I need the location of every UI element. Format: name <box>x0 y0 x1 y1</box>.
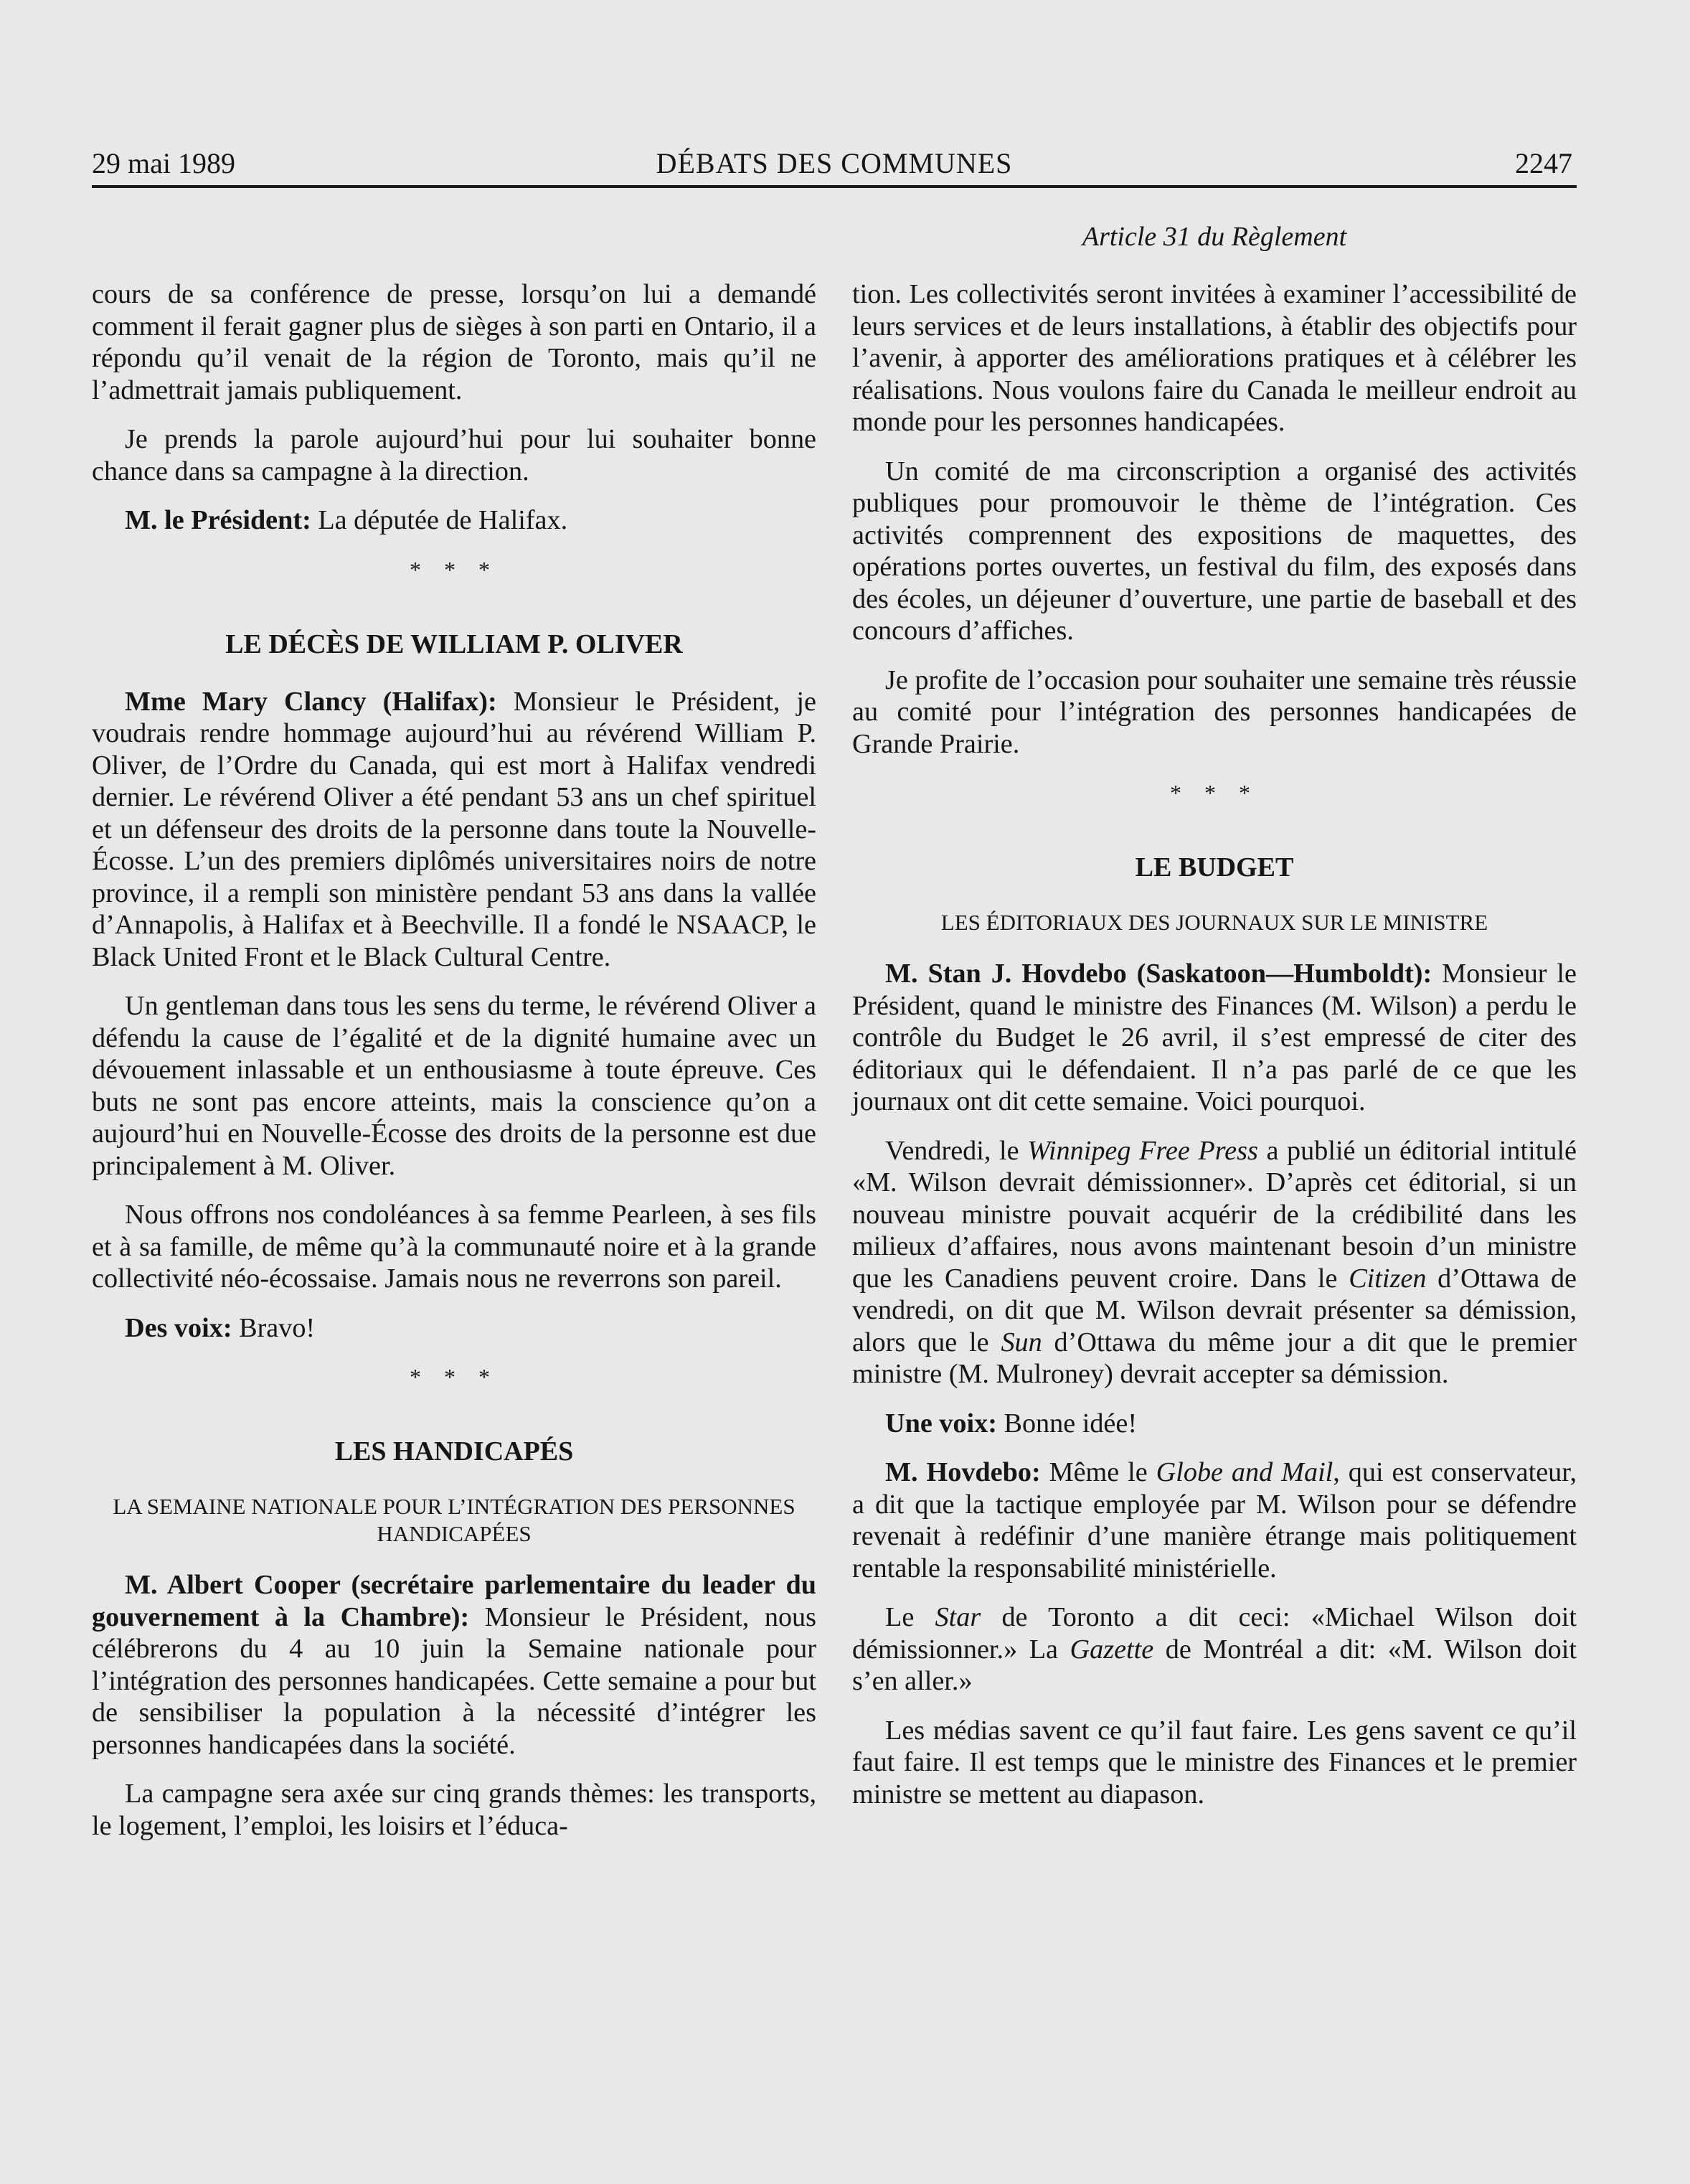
rule-caption: Article 31 du Règlement <box>1082 222 1347 252</box>
paragraph <box>92 1569 816 1761</box>
paragraph: Je prends la parole aujourd’hui pour lui souhaiter bonne chance dans sa campagne à la direction. <box>92 424 816 486</box>
section-subheading: LES ÉDITORIAUX DES JOURNAUX SUR LE MINISTRE <box>940 910 1488 935</box>
speech-text: Le <box>885 1602 935 1632</box>
paragraph: Un comité de ma circonscription a organisé des activités publiques pour promouvoir le thème de l’intégration. Ces activités comprennent des expositions de maquettes, des opérations portes ouvertes, un festival du film, des exposés dans des écoles, un déjeuner d’ouverture, une partie de baseball et des concours d’affiches. <box>852 456 1577 646</box>
paragraph: La campagne sera axée sur cinq grands thèmes: les transports, le logement, l’emploi, les loisirs et l’éduca- <box>92 1779 816 1841</box>
paragraph: tion. Les collectivités seront invitées à examiner l’accessibilité de leurs services et de leurs installations, à établir des objectifs pour l’avenir, à apporter des améliorations pratiques et à célébrer les réalisations. Nous voulons faire du Canada le meilleur endroit au monde pour les personnes handicapées. <box>852 279 1577 437</box>
speech-text: d’Ottawa de vendredi, on dit que M. Wilson devrait présenter sa démission, alors que le <box>852 1263 1577 1357</box>
speech-text: Même le <box>1040 1457 1156 1487</box>
newspaper-name: Star <box>935 1602 981 1632</box>
speech-text: d’Ottawa du même jour a dit que le premier ministre (M. Mulroney) devrait accepter sa démission. <box>852 1327 1577 1389</box>
newspaper-name: Gazette <box>1070 1634 1154 1665</box>
section-separator: * * * <box>410 556 499 583</box>
newspaper-name: Citizen <box>1349 1263 1427 1294</box>
speech-text: , qui est conservateur, a dit que la tactique employée par M. Wilson pour se défendre revenait à redéfinir d’une manière étrange mais politiquement rentable la responsabilité ministérielle. <box>852 1457 1577 1583</box>
speech-text: de Montréal a dit: «M. Wilson doit s’en aller.» <box>852 1634 1577 1696</box>
speech-text: de Toronto a dit ceci: «Michael Wilson doit démissionner.» La <box>852 1602 1577 1665</box>
paragraph <box>852 958 1577 1118</box>
section-subheading: LA SEMAINE NATIONALE POUR L’INTÉGRATION DES PERSONNES HANDICAPÉES <box>113 1494 796 1546</box>
speech-text: Monsieur le Président, nous célébrerons du 4 au 10 juin la Semaine nationale pour l’intégration des personnes handicapées. Cette semaine a pour but de sensibiliser la population à la nécessité d’intégrer les personnes handicapées dans la société. <box>92 1601 816 1760</box>
newspaper-name: Globe and Mail <box>1156 1457 1333 1487</box>
paragraph <box>92 504 816 537</box>
speech-text: Monsieur le Président, je voudrais rendre hommage aujourd’hui au révérend William P. Oliver, de l’Ordre du Canada, qui est mort à Halifax vendredi dernier. Le révérend Oliver a été pendant 53 ans un chef spirituel et un défenseur des droits de la personne dans toute la Nouvelle-Écosse. L’un des premiers diplômés universitaires noirs de notre province, il a rempli son ministère pendant 53 ans dans la vallée d’Annapolis, à Halifax et à Beechville. Il a fondé le NSAACP, le Black United Front et le Black Cultural Centre. <box>92 686 816 972</box>
page-number: 2247 <box>1515 147 1572 179</box>
right-column <box>852 278 1577 1827</box>
left-column <box>92 278 816 1859</box>
header-date: 29 mai 1989 <box>92 147 235 179</box>
paragraph <box>852 1456 1577 1584</box>
speech-text: La députée de Halifax. <box>311 505 568 535</box>
speaker-name: M. Hovdebo: <box>885 1457 1041 1487</box>
speech-text: Monsieur le Président, quand le ministre des Finances (M. Wilson) a perdu le contrôle du Budget le 26 avril, il s’est empressé de citer des éditoriaux qui le défendaient. Il n’a pas parlé de ce que les journaux ont dit cette semaine. Voici pourquoi. <box>852 959 1577 1116</box>
section-heading: LE BUDGET <box>1135 852 1294 882</box>
newspaper-name: Sun <box>1001 1327 1042 1357</box>
paragraph <box>852 1408 1577 1440</box>
paragraph: Je profite de l’occasion pour souhaiter une semaine très réussie au comité pour l’intégration des personnes handicapées de Grande Prairie. <box>852 664 1577 759</box>
speech-text: Bravo! <box>232 1312 316 1343</box>
paragraph: Un gentleman dans tous les sens du terme, le révérend Oliver a défendu la cause de l’égalité et de la dignité humaine avec un dévouement inlassable et un enthousiasme à toute épreuve. Ces buts ne sont pas encore atteints, mais la conscience qu’on a aujourd’hui en Nouvelle-Écosse des droits de la personne est due principalement à M. Oliver. <box>92 991 816 1181</box>
paragraph: Les médias savent ce qu’il faut faire. Les gens savent ce qu’il faut faire. Il est temps que le ministre des Finances et le premier ministre se mettent au diapason. <box>852 1715 1577 1809</box>
paragraph: Nous offrons nos condoléances à sa femme Pearleen, à ses fils et à sa famille, de même qu’à la communauté noire et à la grande collectivité néo-écossaise. Jamais nous ne reverrons son pareil. <box>92 1200 816 1294</box>
section-separator: * * * <box>1170 780 1259 806</box>
speaker-name: M. Albert Cooper (secrétaire parlementaire du leader du gouvernement à la Chambre): <box>92 1570 816 1632</box>
speaker-name: Des voix: <box>125 1312 232 1343</box>
paragraph <box>852 1135 1577 1390</box>
speech-text: a publié un éditorial intitulé «M. Wilson devrait démissionner». D’après cet éditorial, si un nouveau ministre pouvait acquérir de la crédibilité dans les milieux d’affaires, nous avons maintenant besoin d’un ministre que les Canadiens peuvent croire. Dans le <box>852 1135 1577 1294</box>
speaker-name: M. Stan J. Hovdebo (Saskatoon—Humboldt): <box>885 959 1432 989</box>
section-heading: LE DÉCÈS DE WILLIAM P. OLIVER <box>225 629 683 659</box>
speaker-name: Mme Mary Clancy (Halifax): <box>125 686 497 717</box>
paragraph <box>92 1312 816 1345</box>
paragraph: cours de sa conférence de presse, lorsqu’on lui a demandé comment il ferait gagner plus de sièges à son parti en Ontario, il a répondu qu’il venait de la région de Toronto, mais qu’il ne l’admettrait jamais publiquement. <box>92 279 816 405</box>
page-header <box>92 143 1577 188</box>
publication-title: DÉBATS DES COMMUNES <box>656 147 1013 179</box>
speech-text: Vendredi, le <box>885 1135 1028 1166</box>
section-heading: LES HANDICAPÉS <box>334 1436 574 1467</box>
section-separator: * * * <box>410 1364 499 1390</box>
paragraph <box>92 686 816 974</box>
speaker-name: Une voix: <box>885 1408 997 1439</box>
newspaper-name: Winnipeg Free Press <box>1027 1135 1258 1166</box>
speaker-name: M. le Président: <box>125 505 311 535</box>
paragraph <box>852 1601 1577 1698</box>
speech-text: Bonne idée! <box>996 1408 1138 1439</box>
